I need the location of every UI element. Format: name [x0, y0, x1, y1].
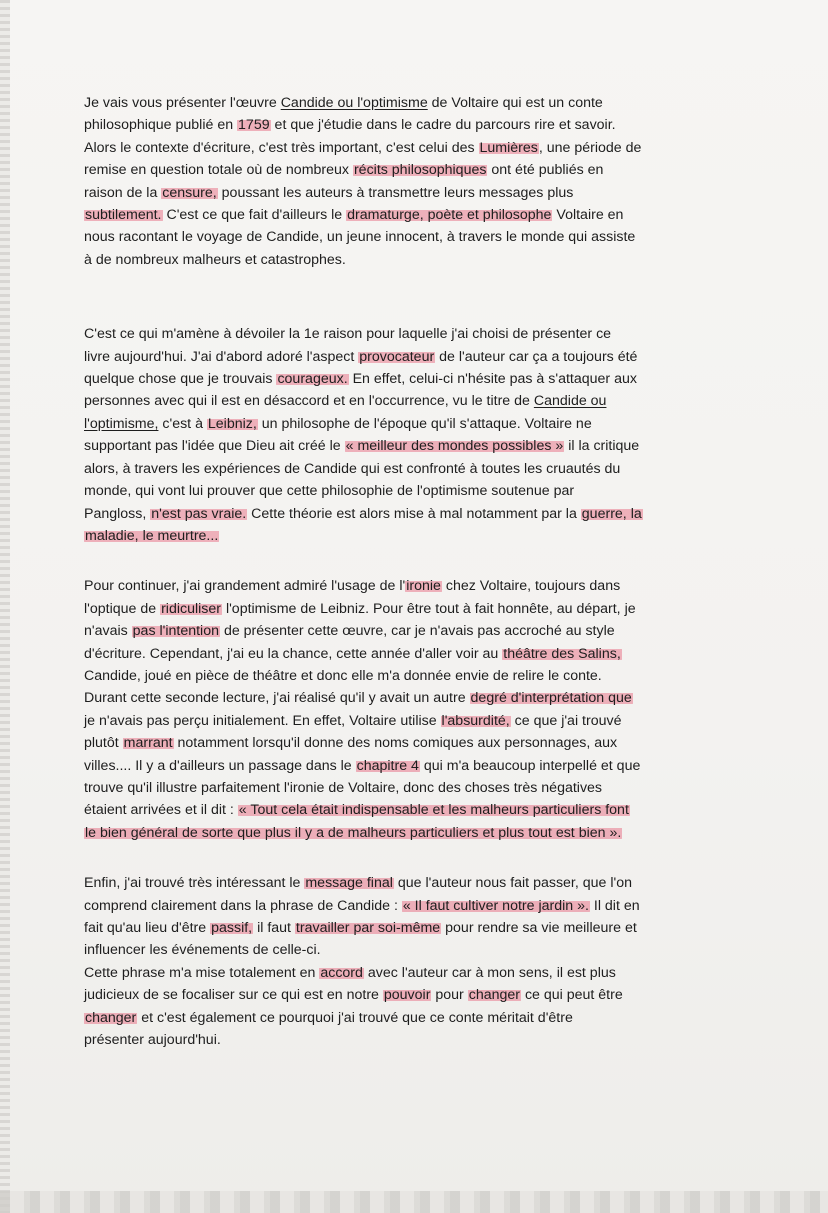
text-run: comprend clairement dans la phrase de Candide : [84, 897, 402, 914]
text-run: Voltaire en [552, 207, 624, 224]
text-line [84, 249, 744, 271]
text-run: alors, à travers les expériences de Candide qui est confronté à toutes les cruautés du [84, 460, 621, 477]
text-run: C'est ce qui m'amène à dévoiler la 1e raison pour laquelle j'ai choisi de présenter ce [84, 326, 612, 343]
text-line [84, 710, 744, 732]
highlighted-text: message final [305, 875, 393, 892]
text-run: et c'est également ce pourquoi j'ai trouvé que ce conte méritait d'être [137, 1009, 573, 1026]
text-line [84, 159, 744, 181]
text-line [84, 872, 744, 894]
highlighted-text: chapitre 4 [356, 757, 419, 774]
text-line [84, 1029, 744, 1051]
paragraph-spacer [84, 844, 744, 872]
text-run: livre aujourd'hui. J'ai d'abord adoré l'aspect [84, 348, 359, 365]
text-run: à de nombreux malheurs et catastrophes. [84, 251, 346, 268]
underlined-title: Candide ou l'optimisme [280, 95, 428, 111]
text-run: raison de la [84, 184, 162, 201]
text-line [84, 962, 744, 984]
text-line [84, 777, 744, 799]
highlighted-text: Lumières [479, 139, 538, 156]
text-run: nous racontant le voyage de Candide, un jeune innocent, à travers le monde qui assiste [84, 229, 636, 246]
text-run: monde, qui vont lui prouver que cette philosophie de l'optimisme soutenue par [84, 483, 575, 500]
text-run: avec l'auteur car à mon sens, il est plus [363, 964, 616, 981]
highlighted-text: récits philosophiques [353, 162, 487, 179]
highlighted-text: « Il faut cultiver notre jardin ». [402, 897, 589, 914]
text-run: trouve qu'il illustre parfaitement l'ironie de Voltaire, donc des choses très négatives [84, 779, 603, 796]
text-run: Pangloss, [84, 505, 151, 522]
text-run: d'écriture. Cependant, j'ai eu la chance, cette année d'aller voir au [84, 645, 503, 662]
highlighted-text: pouvoir [383, 987, 431, 1004]
highlighted-text: travailler par soi-même [295, 920, 441, 936]
text-run: influencer les événements de celle-ci. [84, 942, 321, 959]
text-run: notamment lorsqu'il donne des noms comiques aux personnages, aux [173, 735, 618, 752]
highlighted-text: passif, [211, 920, 253, 936]
paragraph-spacer [84, 547, 744, 575]
text-run: ce que j'ai trouvé [510, 712, 622, 729]
highlighted-text: théâtre des Salins, [503, 645, 621, 662]
paragraph-spacer [84, 271, 744, 323]
text-run: quelque chose que je trouvais [84, 371, 277, 388]
text-run: supportant pas l'idée que Dieu ait créé le [84, 438, 345, 455]
highlighted-text: l'absurdité, [441, 712, 510, 729]
highlighted-text: ironie [406, 578, 441, 595]
document-body [84, 92, 744, 1051]
text-run: je n'avais pas perçu initialement. En effet, Voltaire utilise [84, 712, 441, 729]
text-run: Cette théorie est alors mise à mal notamment par la [247, 505, 581, 522]
text-line [84, 480, 744, 502]
highlighted-text: subtilement. [85, 207, 162, 224]
text-run: En effet, celui-ci n'hésite pas à s'attaquer aux [348, 371, 637, 388]
text-line [84, 114, 744, 136]
text-run: présenter aujourd'hui. [84, 1032, 221, 1049]
text-line [84, 895, 744, 917]
text-run: Pour continuer, j'ai grandement admiré l'usage de l' [84, 578, 406, 595]
text-run: remise en question totale où de nombreux [84, 162, 353, 179]
text-line [84, 525, 744, 547]
highlighted-text: dramaturge, poète et philosophe [347, 207, 552, 224]
text-line [84, 323, 744, 345]
text-run: un philosophe de l'époque qu'il s'attaque. Voltaire ne [257, 415, 592, 432]
text-line [84, 92, 744, 114]
text-line [84, 917, 744, 939]
text-line [84, 368, 744, 390]
text-run: l'optique de [84, 600, 161, 617]
text-run: Je vais vous présenter l'œuvre [84, 95, 281, 111]
highlighted-text: n'est pas vraie. [151, 505, 247, 522]
text-line [84, 620, 744, 642]
text-run: de l'auteur car ça a toujours été [435, 348, 638, 365]
text-line [84, 732, 744, 754]
highlighted-text: guerre, la [581, 505, 642, 522]
highlighted-text: le bien général de sorte que plus il y a de malheurs particuliers et plus tout est bien ». [85, 824, 622, 841]
text-line [84, 503, 744, 525]
text-run: de Voltaire qui est un conte [427, 95, 603, 111]
paragraph-intro [84, 92, 744, 271]
text-run: Durant cette seconde lecture, j'ai réalisé qu'il y avait un autre [84, 690, 470, 707]
page-bottom-edge [0, 1191, 828, 1213]
text-run: Cette phrase m'a mise totalement en [84, 964, 320, 981]
text-run: étaient arrivées et il dit : [84, 802, 238, 819]
text-run: l'optimisme de Leibniz. Pour être tout à fait honnête, au départ, je [222, 600, 636, 617]
text-run: Il dit en [589, 897, 640, 914]
text-line [84, 799, 744, 821]
underlined-title: Candide ou [533, 393, 607, 410]
text-run: poussant les auteurs à transmettre leurs messages plus [217, 184, 574, 201]
text-line [84, 939, 744, 961]
text-run: Candide, joué en pièce de théâtre et donc elle m'a donnée envie de relire le conte. [84, 667, 602, 684]
text-line [84, 984, 744, 1006]
highlighted-text: 1759 [238, 117, 270, 134]
highlighted-text: censure, [162, 184, 217, 201]
highlighted-text: « Tout cela était indispensable et les malheurs particuliers font [238, 802, 629, 819]
highlighted-text: maladie, le meurtre... [85, 527, 219, 544]
text-run: personnes avec qui il est en désaccord et en l'occurrence, vu le titre de [84, 393, 534, 410]
highlighted-text: accord [320, 964, 363, 981]
text-line [84, 822, 744, 844]
paragraph-conclusion [84, 872, 744, 1051]
paragraph-first-reason [84, 323, 744, 547]
text-run: Alors le contexte d'écriture, c'est très important, c'est celui des [84, 139, 479, 156]
text-line [84, 665, 744, 687]
text-line [84, 598, 744, 620]
text-line [84, 1007, 744, 1029]
text-line [84, 755, 744, 777]
text-line [84, 137, 744, 159]
highlighted-text: ridiculiser [161, 600, 221, 617]
highlighted-text: changer [468, 987, 520, 1004]
text-run: chez Voltaire, toujours dans [441, 578, 621, 595]
text-line [84, 413, 744, 435]
highlighted-text: changer [85, 1009, 137, 1026]
text-line [84, 346, 744, 368]
highlighted-text: Leibniz, [207, 415, 257, 432]
text-line [84, 204, 744, 226]
text-run: n'avais [84, 623, 132, 640]
text-run: , une période de [538, 139, 642, 156]
text-run: ont été publiés en [487, 162, 604, 179]
text-run: philosophique publié en [84, 117, 238, 134]
text-run: il la critique [564, 438, 640, 455]
text-line [84, 643, 744, 665]
text-run: il faut [253, 920, 295, 936]
text-run: pour rendre sa vie meilleure et [441, 920, 637, 936]
highlighted-text: courageux. [277, 371, 348, 388]
text-line [84, 435, 744, 457]
text-line [84, 687, 744, 709]
highlighted-text: marrant [123, 735, 173, 752]
text-run: ce qui peut être [521, 987, 623, 1004]
text-run: qui m'a beaucoup interpellé et que [419, 757, 641, 774]
text-line [84, 182, 744, 204]
text-run: villes.... Il y a d'ailleurs un passage dans le [84, 757, 356, 774]
text-line [84, 458, 744, 480]
page-left-edge [0, 0, 10, 1213]
text-run: pour [431, 987, 468, 1004]
paragraph-irony [84, 575, 744, 844]
text-line [84, 575, 744, 597]
text-run: fait qu'au lieu d'être [84, 920, 211, 936]
underlined-title: l'optimisme, [84, 415, 159, 432]
text-run: de présenter cette œuvre, car je n'avais pas accroché au style [220, 623, 615, 640]
text-run: Enfin, j'ai trouvé très intéressant le [84, 875, 305, 892]
text-run: c'est à [158, 415, 207, 432]
highlighted-text: provocateur [359, 348, 435, 365]
highlighted-text: degré d'interprétation que [470, 690, 632, 707]
text-run: C'est ce que fait d'ailleurs le [162, 207, 347, 224]
highlighted-text: pas l'intention [132, 623, 219, 640]
text-run: et que j'étudie dans le cadre du parcours rire et savoir. [270, 117, 616, 134]
highlighted-text: « meilleur des mondes possibles » [345, 438, 564, 455]
text-run: que l'auteur nous fait passer, que l'on [393, 875, 633, 892]
text-line [84, 390, 744, 412]
text-run: plutôt [84, 735, 123, 752]
text-line [84, 226, 744, 248]
text-run: judicieux de se focaliser sur ce qui est en notre [84, 987, 383, 1004]
